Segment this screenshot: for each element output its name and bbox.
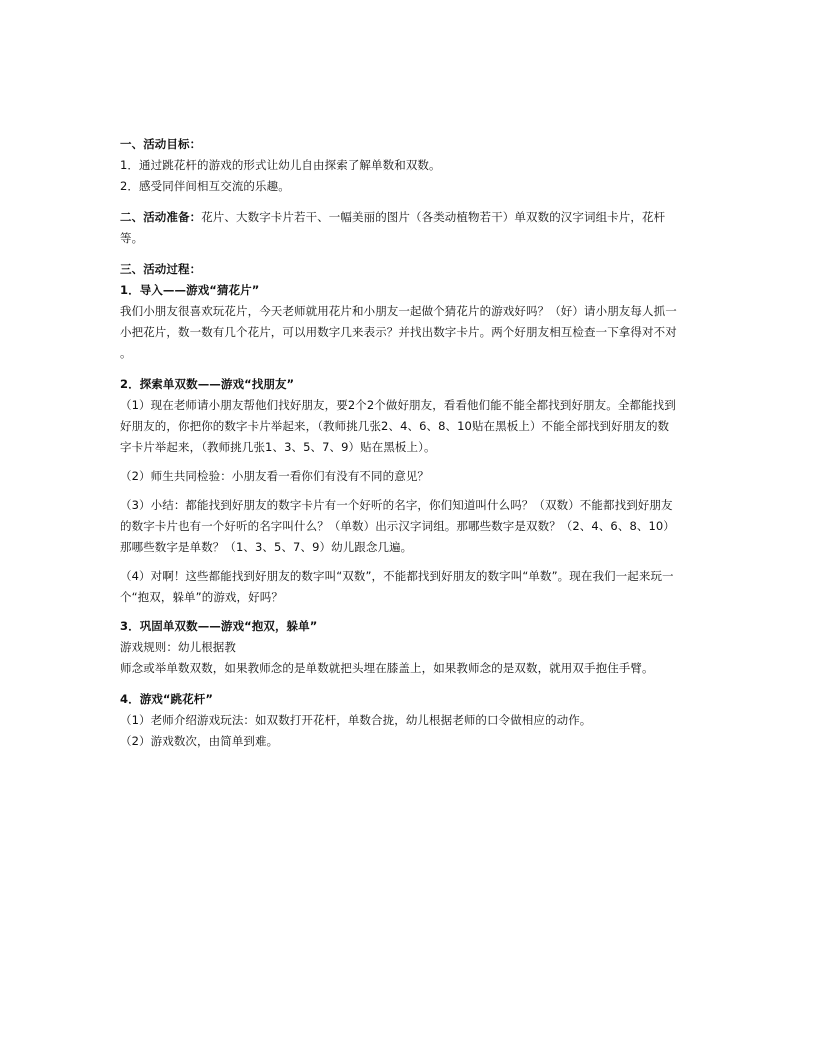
step-2-p3-line: 的数字卡片也有一个好听的名字叫什么？（单数）出示汉字词组。那哪些数字是双数？（2、4、6、8、10）: [120, 519, 675, 533]
step-2-p1-line: 字卡片举起来，（教师挑几张1、3、5、7、9）贴在黑板上）。: [120, 440, 436, 454]
step-2-p2: （2）师生共同检验：小朋友看一看你们有没有不同的意见？: [120, 469, 430, 483]
step-2-p1-line: （1）现在老师请小朋友帮他们找好朋友，要2个2个做好朋友，看看他们能不能全都找到好朋友。全都能找到: [120, 398, 676, 412]
step-4-line: （1）老师介绍游戏玩法：如双数打开花杆，单数合拢，幼儿根据老师的口令做相应的动作。: [120, 713, 592, 727]
step-1-line: 小把花片，数一数有几个花片，可以用数字几来表示？并找出数字卡片。两个好朋友相互检查一下拿得对不对: [120, 325, 677, 339]
step-4-heading: 4．游戏“跳花杆”: [120, 692, 214, 706]
step-3-line: 师念或举单数双数，如果教师念的是单数就把头埋在膝盖上，如果教师念的是双数，就用双手抱住手臂。: [120, 661, 654, 675]
preparation-text-line-2: 等。: [120, 231, 144, 245]
goal-item-1: 1．通过跳花杆的游戏的形式让幼儿自由探索了解单数和双数。: [120, 158, 441, 172]
step-2-p4-line: （4）对啊！这些都能找到好朋友的数字叫“双数”，不能都找到好朋友的数字叫“单数”。现在我们一起来玩一: [120, 569, 674, 583]
preparation-text-line-1: 花片、大数字卡片若干、一幅美丽的图片（各类动植物若干）单双数的汉字词组卡片，花杆: [201, 210, 666, 224]
preparation-paragraph: [120, 207, 700, 228]
step-3-line: 游戏规则：幼儿根据教: [120, 640, 236, 654]
step-2-p3-line: 那哪些数字是单数？（1、3、5、7、9）幼儿跟念几遍。: [120, 540, 413, 554]
step-2-p3-line: （3）小结：都能找到好朋友的数字卡片有一个好听的名字，你们知道叫什么吗？（双数）不能都找到好朋友: [120, 498, 673, 512]
step-1-line: 我们小朋友很喜欢玩花片，今天老师就用花片和小朋友一起做个猜花片的游戏好吗？（好）请小朋友每人抓一: [120, 304, 677, 318]
step-2-heading: 2．探索单双数——游戏“找朋友”: [120, 377, 295, 391]
step-1-heading: 1．导入——游戏“猜花片”: [120, 283, 260, 297]
step-4-line: （2）游戏数次，由简单到难。: [120, 734, 279, 748]
section-title-process: 三、活动过程：: [120, 262, 202, 276]
document-page: [120, 134, 700, 752]
step-3-heading: 3．巩固单双数——游戏“抱双，躲单”: [120, 619, 318, 633]
step-2-p1-line: 好朋友的，你把你的数字卡片举起来，（教师挑几张2、4、6、8、10贴在黑板上）不能全部找到好朋友的数: [120, 419, 670, 433]
goal-item-2: 2．感受同伴间相互交流的乐趣。: [120, 179, 290, 193]
step-2-p4-line: 个“抱双，躲单”的游戏，好吗？: [120, 590, 283, 604]
section-title-goals: 一、活动目标：: [120, 137, 202, 151]
step-1-line: 。: [120, 346, 132, 360]
section-title-preparation: 二、活动准备：: [120, 210, 202, 224]
